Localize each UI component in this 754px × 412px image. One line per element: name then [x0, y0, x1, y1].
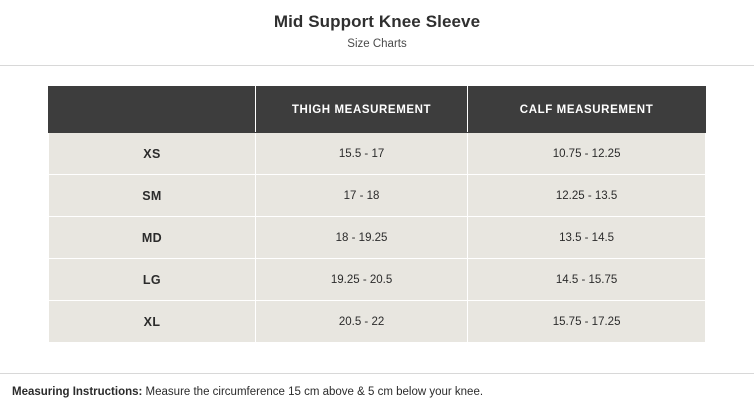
- table-header: [49, 87, 706, 133]
- measuring-instructions-label: Measuring Instructions:: [12, 386, 143, 398]
- column-header-size: [49, 87, 256, 133]
- cell-calf: 10.75 - 12.25: [468, 133, 706, 175]
- size-chart-table-wrapper: [0, 66, 754, 343]
- table-row: [49, 301, 706, 343]
- size-chart-table: [48, 86, 706, 343]
- document-header: [0, 0, 754, 52]
- measuring-instructions-text: Measure the circumference 15 cm above & 5 cm below your knee.: [142, 386, 484, 398]
- cell-calf: 13.5 - 14.5: [468, 217, 706, 259]
- column-header-thigh: THIGH MEASUREMENT: [255, 87, 467, 133]
- table-row: [49, 133, 706, 175]
- table-row: [49, 217, 706, 259]
- cell-thigh: 19.25 - 20.5: [255, 259, 467, 301]
- cell-thigh: 17 - 18: [255, 175, 467, 217]
- cell-size: XL: [49, 301, 256, 343]
- table-row: [49, 259, 706, 301]
- cell-size: LG: [49, 259, 256, 301]
- column-header-calf: CALF MEASUREMENT: [468, 87, 706, 133]
- page-title: Mid Support Knee Sleeve: [273, 12, 481, 31]
- cell-calf: 15.75 - 17.25: [468, 301, 706, 343]
- cell-thigh: 15.5 - 17: [255, 133, 467, 175]
- cell-calf: 14.5 - 15.75: [468, 259, 706, 301]
- cell-size: MD: [49, 217, 256, 259]
- table-header-row: [49, 87, 706, 133]
- page-subtitle: Size Charts: [347, 38, 407, 50]
- cell-size: XS: [49, 133, 256, 175]
- cell-thigh: 20.5 - 22: [255, 301, 467, 343]
- cell-thigh: 18 - 19.25: [255, 217, 467, 259]
- cell-calf: 12.25 - 13.5: [468, 175, 706, 217]
- table-body: [49, 133, 706, 343]
- document-footer: [0, 373, 754, 412]
- measuring-instructions: [0, 374, 754, 412]
- cell-size: SM: [49, 175, 256, 217]
- table-row: [49, 175, 706, 217]
